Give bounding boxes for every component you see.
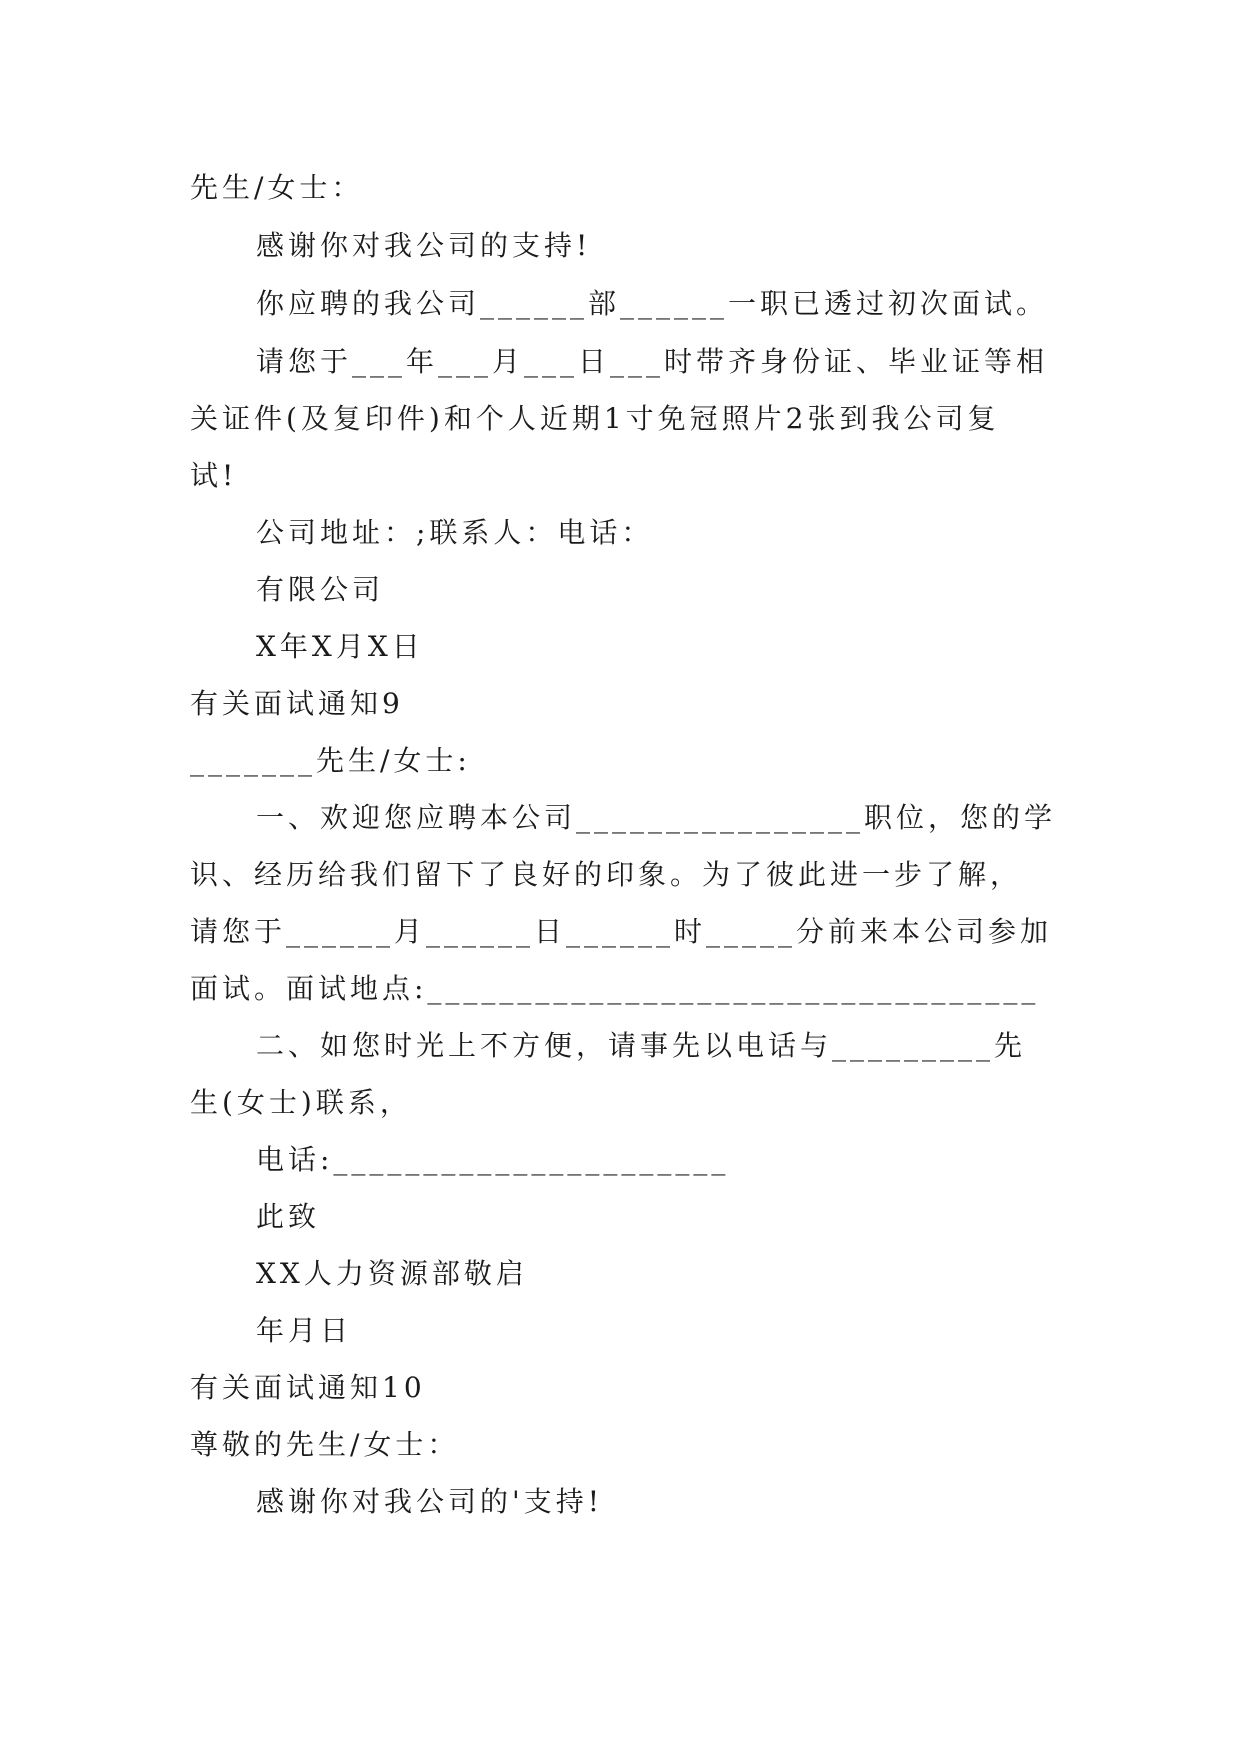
thanks-line: 感谢你对我公司的支持! [256, 229, 592, 262]
body-paragraph-line: 试! [190, 459, 238, 492]
salutation: 先生/女士： [190, 171, 364, 204]
date-line: 年月日 [256, 1314, 353, 1347]
section-heading: 有关面试通知9 [190, 687, 404, 720]
salutation: 尊敬的先生/女士： [190, 1428, 460, 1461]
closing-line: 此致 [256, 1200, 321, 1233]
thanks-line: 感谢你对我公司的'支持! [256, 1485, 603, 1518]
section-heading: 有关面试通知10 [190, 1371, 426, 1404]
body-paragraph-line: 识、经历给我们留下了良好的印象。为了彼此进一步了解， [190, 858, 1023, 891]
salutation: _______先生/女士: [190, 744, 471, 777]
department-signature: XX人力资源部敬启 [256, 1257, 528, 1290]
contact-info-line: 公司地址：;联系人：电话： [256, 516, 654, 549]
body-paragraph-line: 请您于___年___月___日___时带齐身份证、毕业证等相 [256, 345, 1049, 378]
phone-line: 电话:______________________ [256, 1143, 730, 1176]
body-paragraph-line: 关证件(及复印件)和个人近期1寸免冠照片2张到我公司复 [190, 402, 1000, 435]
body-paragraph-line: 二、如您时光上不方便，请事先以电话与_________先 [256, 1029, 1027, 1062]
body-paragraph-line: 生(女士)联系， [190, 1086, 412, 1119]
body-paragraph-line: 你应聘的我公司______部______一职已透过初次面试。 [256, 287, 1049, 320]
date-line: X年X月X日 [256, 630, 424, 663]
company-signature: 有限公司 [256, 573, 385, 606]
body-paragraph-line: 请您于______月______日______时_____分前来本公司参加 [190, 915, 1053, 948]
body-paragraph-line: 一、欢迎您应聘本公司________________职位，您的学 [256, 801, 1057, 834]
body-paragraph-line: 面试。面试地点:__________________________________ [190, 972, 1040, 1005]
